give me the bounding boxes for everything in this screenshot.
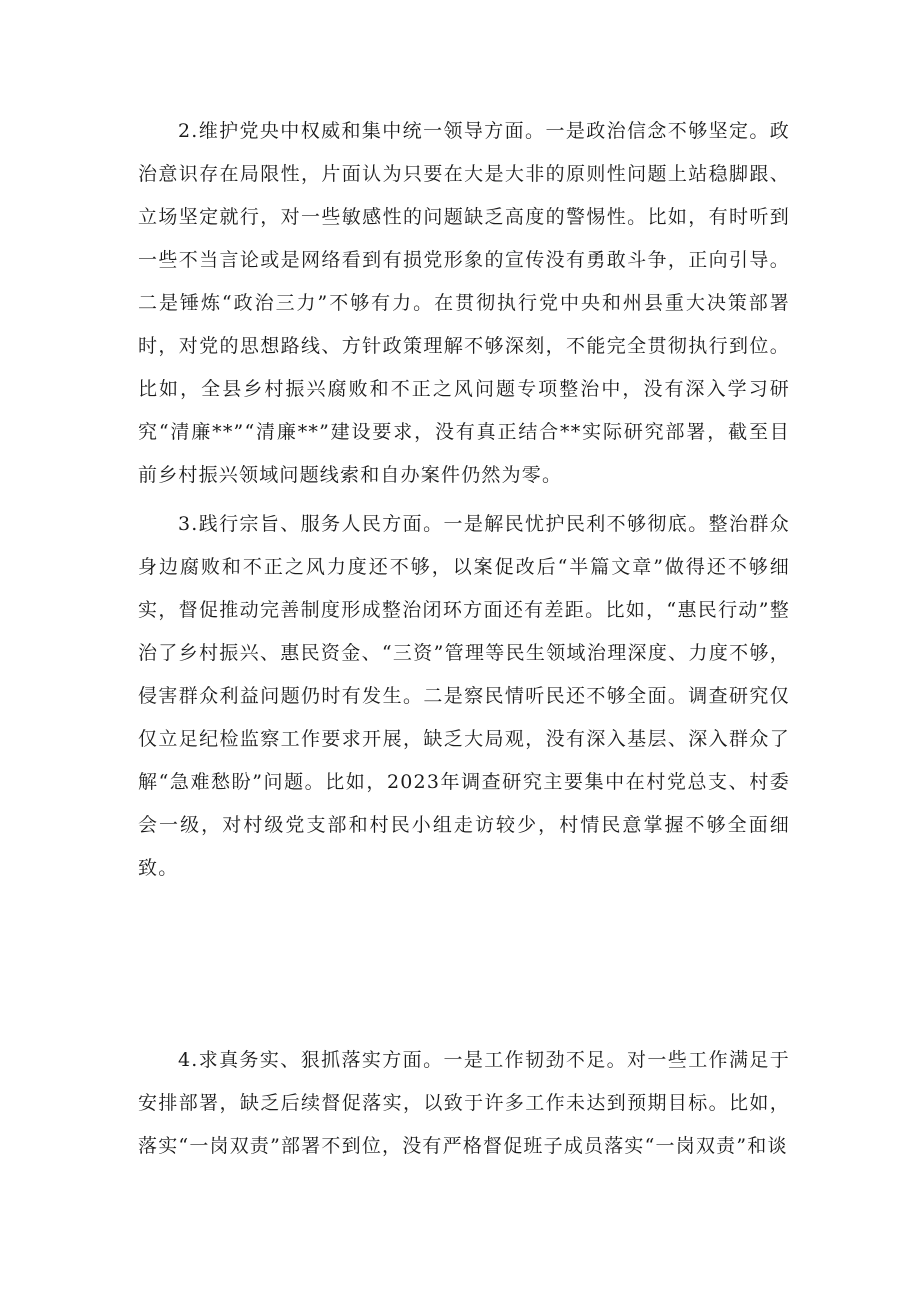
paragraph-section-2: 2.维护党央中权威和集中统一领导方面。一是政治信念不够坚定。政治意识存在局限性，片面认为只要在大是大非的原则性问题上站稳脚跟、立场坚定就行，对一些敏感性的问题缺乏高度的警惕性。比如，有时听到一些不当言论或是网络看到有损党形象的宣传没有勇敢斗争，正向引导。二是锤炼“政治三力”不够有力。在贯彻执行党中央和州县重大决策部署时，对党的思想路线、方针政策理解不够深刻，不能完全贯彻执行到位。比如，全县乡村振兴腐败和不正之风问题专项整治中，没有深入学习研究“清廉**”“清廉**”建设要求，没有真正结合**实际研究部署，截至目前乡村振兴领域问题线索和自办案件仍然为零。 [138, 120, 790, 486]
paragraph-section-3: 3.践行宗旨、服务人民方面。一是解民忧护民利不够彻底。整治群众身边腐败和不正之风力度还不够，以案促改后“半篇文章”做得还不够细实，督促推动完善制度形成整治闭环方面还有差距。比如，“惠民行动”整治了乡村振兴、惠民资金、“三资”管理等民生领域治理深度、力度不够，侵害群众利益问题仍时有发生。二是察民情听民还不够全面。调查研究仅仅立足纪检监察工作要求开展，缺乏大局观，没有深入基层、深入群众了解“急难愁盼”问题。比如，2023年调查研究主要集中在村党总支、村委会一级，对村级党支部和村民小组走访较少，村情民意掌握不够全面细致。 [138, 513, 790, 879]
paragraph-section-4: 4.求真务实、狠抓落实方面。一是工作韧劲不足。对一些工作满足于安排部署，缺乏后续督促落实，以致于许多工作未达到预期目标。比如，落实“一岗双责”部署不到位，没有严格督促班子成员落实“一岗双责”和谈 [138, 1049, 790, 1157]
